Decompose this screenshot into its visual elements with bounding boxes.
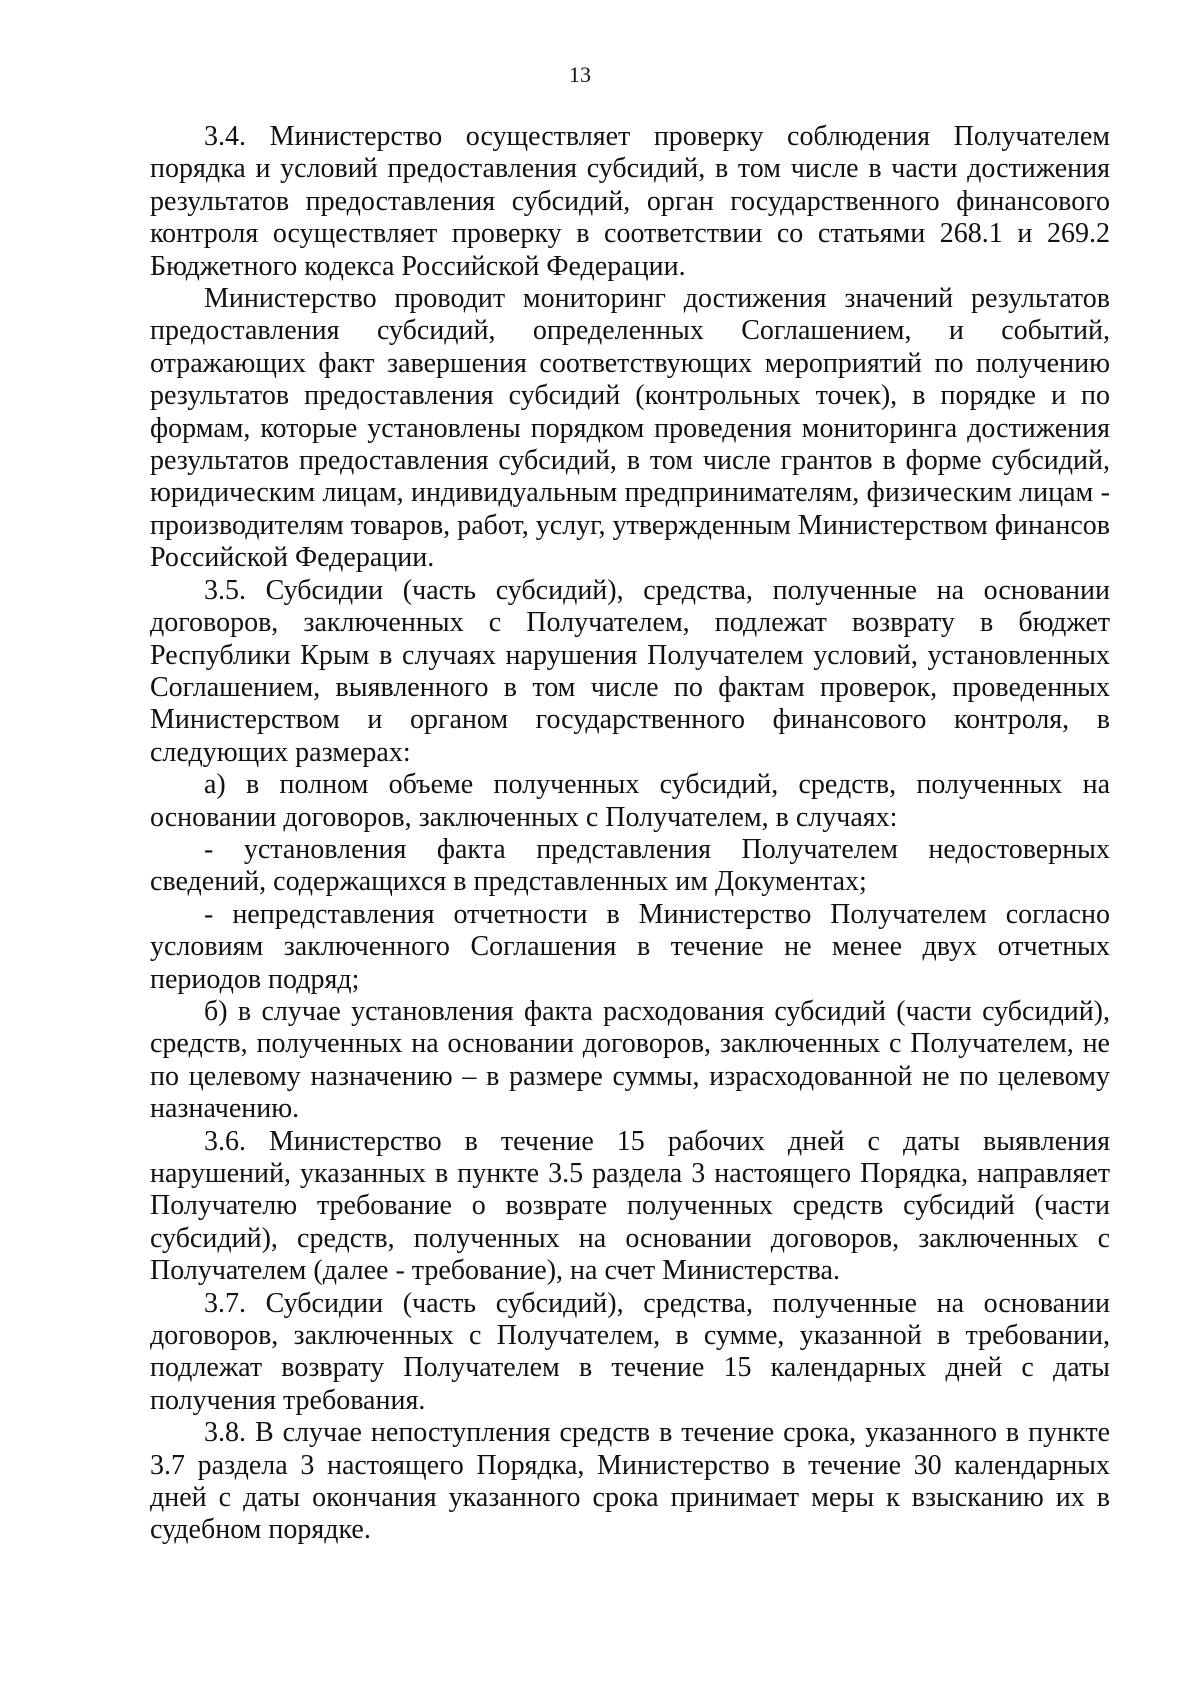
paragraph-3-8: 3.8. В случае непоступления средств в течение срока, указанного в пункте 3.7 раздела 3 настоящего Порядка, Министерство в течение 30 календарных дней с даты окончания указанного срока принимает меры к взысканию их в судебном порядке. — [150, 1417, 1110, 1546]
paragraph-item-a: а) в полном объеме полученных субсидий, средств, полученных на основании договоров, заключенных с Получателем, в случаях: — [150, 769, 1110, 833]
paragraph-item-b: б) в случае установления факта расходования субсидий (части субсидий), средств, полученных на основании договоров, заключенных с Получателем, не по целевому назначению – в размере суммы, израсходованной не по целевому назначению. — [150, 995, 1110, 1125]
paragraph-dash-1: - установления факта представления Получателем недостоверных сведений, содержащихся в представленных им Документах; — [150, 833, 1110, 898]
paragraph-3-5: 3.5. Субсидии (часть субсидий), средства, полученные на основании договоров, заключенных с Получателем, подлежат возврату в бюджет Республики Крым в случаях нарушения Получателем условий, установленных Соглашением, выявленного в том числе по фактам проверок, проведенных Министерством и органом государственного финансового контроля, в следующих размерах: — [150, 574, 1110, 768]
paragraph-monitoring: Министерство проводит мониторинг достижения значений результатов предоставления субсидий, определенных Соглашением, и событий, отражающих факт завершения соответствующих мероприятий по получению результатов предоставления субсидий (контрольных точек), в порядке и по формам, которые установлены порядком проведения мониторинга достижения результатов предоставления субсидий, в том числе грантов в форме субсидий, юридическим лицам, индивидуальным предпринимателям, физическим лицам - производителям товаров, работ, услуг, утвержденным Министерством финансов Российской Федерации. — [150, 283, 1110, 574]
document-body — [150, 121, 1110, 1547]
paragraph-3-7: 3.7. Субсидии (часть субсидий), средства, полученные на основании договоров, заключенных с Получателем, в сумме, указанной в требовании, подлежат возврату Получателем в течение 15 календарных дней с даты получения требования. — [150, 1287, 1110, 1416]
paragraph-3-6: 3.6. Министерство в течение 15 рабочих дней с даты выявления нарушений, указанных в пункте 3.5 раздела 3 настоящего Порядка, направляет Получателю требование о возврате полученных средств субсидий (части субсидий), средств, полученных на основании договоров, заключенных с Получателем (далее - требование), на счет Министерства. — [150, 1125, 1110, 1287]
paragraph-dash-2: - непредставления отчетности в Министерство Получателем согласно условиям заключенного Соглашения в течение не менее двух отчетных периодов подряд; — [150, 898, 1110, 995]
paragraph-3-4: 3.4. Министерство осуществляет проверку соблюдения Получателем порядка и условий предоставления субсидий, в том числе в части достижения результатов предоставления субсидий, орган государственного финансового контроля осуществляет проверку в соответствии со статьями 268.1 и 269.2 Бюджетного кодекса Российской Федерации. — [150, 121, 1110, 282]
page-number: 13 — [569, 62, 591, 87]
